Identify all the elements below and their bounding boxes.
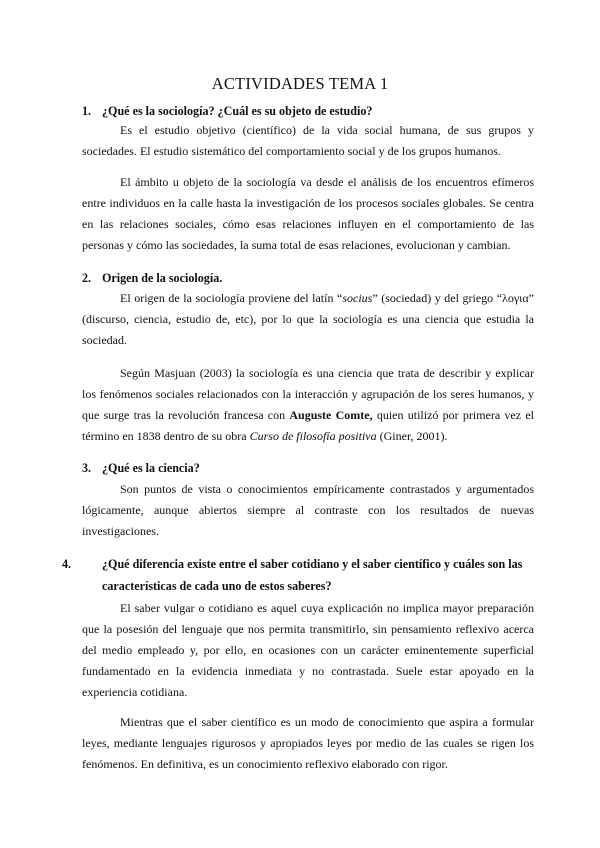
section-3-heading-text: ¿Qué es la ciencia? bbox=[102, 461, 200, 475]
section-3-number: 3. bbox=[82, 461, 92, 475]
section-3-heading bbox=[82, 457, 534, 479]
section-2-p2-part-a: Según Masjuan (2003) la sociología es una ciencia que trata de describir y explicar los fenómenos sociales relacionados con la interacción y agrupación de los seres humanos, y que surge tras la revolución francesa con bbox=[82, 366, 534, 422]
section-1-number: 1. bbox=[82, 104, 92, 118]
section-2-paragraph-1 bbox=[82, 288, 534, 351]
section-1-heading-text: ¿Qué es la sociología? ¿Cuál es su objeto de estudio? bbox=[102, 104, 373, 118]
section-4-heading bbox=[62, 553, 554, 597]
section-2-paragraph-2 bbox=[82, 363, 534, 447]
section-1-paragraph-2: El ámbito u objeto de la sociología va desde el análisis de los encuentros efímeros entre individuos en la calle hasta la investigación de los procesos sociales globales. Se centra en las relaciones sociales, cómo esas relaciones influyen en el comportamiento de las personas y cómo las sociedades, la suma total de esas relaciones, evolucionan y cambian. bbox=[82, 175, 534, 252]
section-2-p2-part-c: (Giner, 2001). bbox=[376, 429, 448, 443]
work-title: Curso de filosofía positiva bbox=[249, 429, 377, 443]
section-4-paragraph-1: El saber vulgar o cotidiano es aquel cuya explicación no implica mayor preparación que la posesión del lenguaje que nos permita transmitirlo, sin pensamiento reflexivo acerca del medio empleado y, por ello, en ocasiones con un carácter eminentemente superficial fundamentado en la evidencia inmediata y no contrastada. Suele estar apoyado en la experiencia cotidiana. bbox=[82, 601, 534, 699]
section-2-heading-text: Origen de la sociología. bbox=[102, 271, 223, 285]
auguste-comte-name: Auguste Comte, bbox=[289, 408, 373, 422]
section-4-number: 4. bbox=[62, 557, 72, 571]
section-2-p1-part-b: ” (sociedad) y del griego “λογια” (discurso, ciencia, estudio de, etc), por lo que la sociología es una ciencia que estudia la sociedad. bbox=[82, 291, 535, 347]
section-4-paragraph-2: Mientras que el saber científico es un modo de conocimiento que aspira a formular leyes, mediante lenguajes rigurosos y apropiados leyes por medio de las cuales se rigen los fenómenos. En definitiva, es un conocimiento reflexivo elaborado con rigor. bbox=[82, 715, 534, 771]
socius-term: socius bbox=[342, 291, 373, 305]
section-2-heading bbox=[82, 267, 534, 289]
section-4-heading-text: ¿Qué diferencia existe entre el saber cotidiano y el saber científico y cuáles son las características de cada uno de estos saberes? bbox=[102, 557, 523, 593]
section-2-p2-part-b: quien utilizó por primera vez el término en 1838 dentro de su obra bbox=[82, 408, 534, 443]
section-1-heading bbox=[82, 100, 534, 122]
section-3-paragraph-1: Son puntos de vista o conocimientos empíricamente contrastados y argumentados lógicamente, aunque abiertos siempre al contraste con los resultados de nuevas investigaciones. bbox=[82, 482, 534, 538]
section-1-paragraph-1: Es el estudio objetivo (científico) de la vida social humana, de sus grupos y sociedades. El estudio sistemático del comportamiento social y de los grupos humanos. bbox=[82, 123, 534, 158]
document-title: ACTIVIDADES TEMA 1 bbox=[211, 74, 389, 93]
section-2-p1-part-a: El origen de la sociología proviene del latín “ bbox=[120, 291, 343, 305]
section-2-number: 2. bbox=[82, 271, 92, 285]
